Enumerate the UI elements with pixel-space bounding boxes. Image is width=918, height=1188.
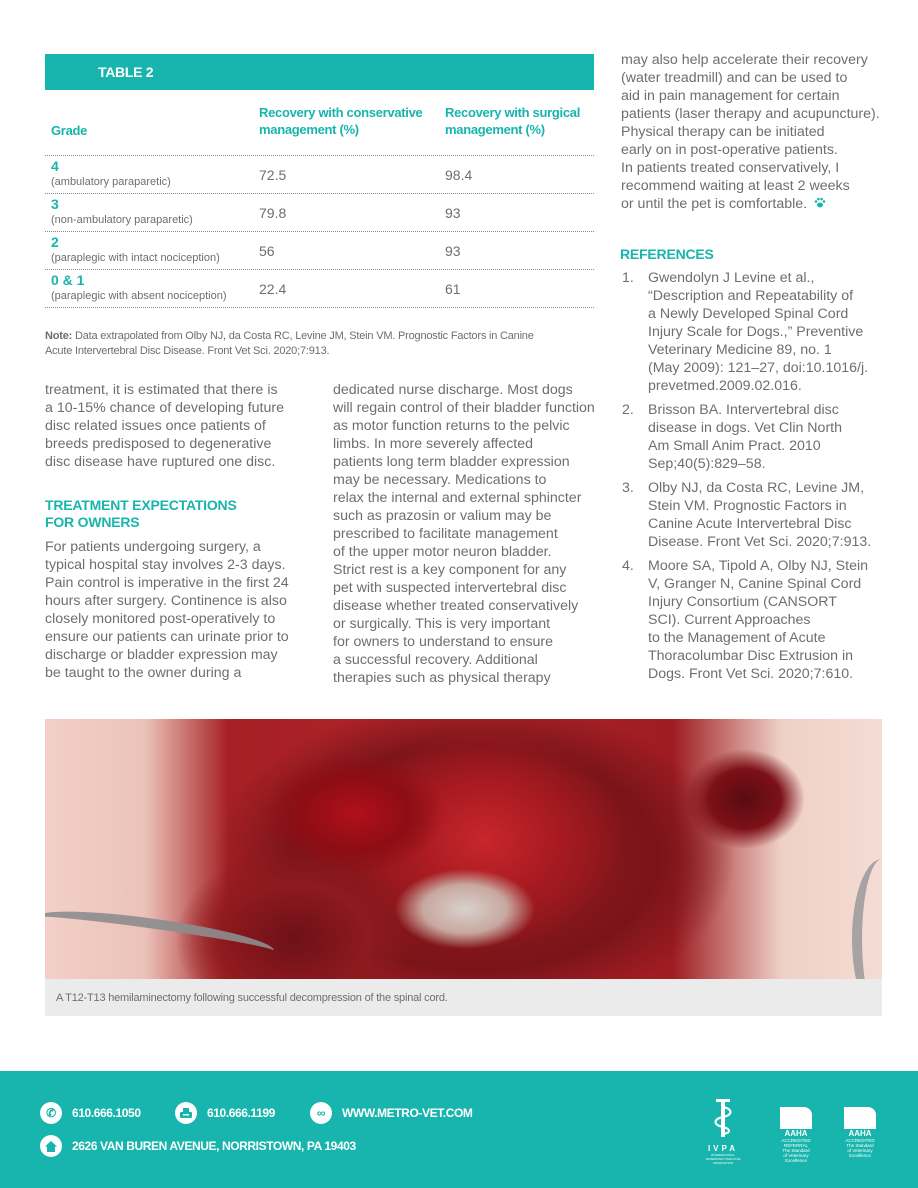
table-row xyxy=(45,270,594,308)
paw-icon xyxy=(814,195,826,213)
figure-caption: A T12-T13 hemilaminectomy following successful decompression of the spinal cord. xyxy=(45,979,882,1016)
table-title: TABLE 2 xyxy=(98,64,154,80)
grade-value: 0 & 1 xyxy=(51,272,85,288)
retractor-right xyxy=(852,859,882,979)
treatment-paragraph: For patients undergoing surgery, a typical hospital stay involves 2-3 days. Pain control is imperative in the first 24 hours after surgery. Continence is also closely monitored post-operatively to ensure our patients can urinate prior to discharge or bladder expression may be taught to the owner during a xyxy=(45,539,289,681)
grade-description: (paraplegic with absent nociception) xyxy=(51,290,227,302)
footer xyxy=(0,1071,918,1188)
table-header xyxy=(45,90,594,156)
surgical-value: 93 xyxy=(445,243,461,259)
home-icon xyxy=(40,1135,62,1157)
reference-item: 4. Moore SA, Tipold A, Olby NJ, Stein V, Granger N, Canine Spinal Cord Injury Consortium (CANSORT SCI). Current Approaches to the Management of Acute Thoracolumbar Disc Extrusion in Dogs. Front Vet Sci. 2020;7:610. xyxy=(622,558,869,682)
grade-description: (ambulatory paraparetic) xyxy=(51,176,171,188)
surgical-photo xyxy=(45,719,882,979)
fax-icon xyxy=(175,1102,197,1124)
table-note: Note: Data extrapolated from Olby NJ, da Costa RC, Levine JM, Stein VM. Prognostic Factors in Canine Acute Intervertebral Disc Disease. Front Vet Sci. 2020;7:913. xyxy=(45,330,534,357)
body-column-2: dedicated nurse discharge. Most dogs will regain control of their bladder function as motor function returns to the pelvic limbs. In more severely affected patients long term bladder expression may be necessary. Medications to relax the internal and external sphincter such as prazosin or valium may be prescribed to facilitate management of the upper motor neuron bladder. Strict rest is a key component for any pet with suspected intervertebral disc disease whether treated conservatively or surgically. This is very important for owners to understand to ensure a successful recovery. Additional therapies such as physical therapy xyxy=(333,382,595,686)
conservative-value: 79.8 xyxy=(259,205,287,221)
surgical-value: 93 xyxy=(445,205,461,221)
reference-item: 3. Olby NJ, da Costa RC, Levine JM, Stein VM. Prognostic Factors in Canine Acute Intervertebral Disc Disease. Front Vet Sci. 2020;7:913. xyxy=(622,480,872,550)
ivpa-logo: IVPA INTERNATIONAL VETERINARY PRACTICE ASSOCIATION xyxy=(703,1099,743,1165)
table-row xyxy=(45,156,594,194)
footer-phone[interactable]: ✆ 610.666.1050 xyxy=(40,1102,141,1124)
surgical-value: 98.4 xyxy=(445,167,473,183)
conservative-value: 72.5 xyxy=(259,167,287,183)
header-grade: Grade xyxy=(51,123,88,138)
footer-website-link[interactable]: ∞ WWW.METRO-VET.COM xyxy=(310,1102,473,1124)
table-row xyxy=(45,232,594,270)
caduceus-icon xyxy=(711,1099,735,1137)
table-2 xyxy=(45,54,594,308)
grade-description: (non-ambulatory paraparetic) xyxy=(51,214,193,226)
references-section xyxy=(620,246,890,689)
note-label: Note: xyxy=(45,330,73,342)
references-heading: REFERENCES xyxy=(620,246,714,262)
reference-item: 2. Brisson BA. Intervertebral disc disease in dogs. Vet Clin North Am Small Anim Pract. 2010 Sep;40(5):829–58. xyxy=(622,402,843,472)
header-conservative: Recovery with conservative management (%) xyxy=(259,105,423,137)
conservative-value: 56 xyxy=(259,243,275,259)
table-title-band xyxy=(45,54,594,90)
surgical-value: 61 xyxy=(445,281,461,297)
section-heading-treatment-expectations: TREATMENT EXPECTATIONS FOR OWNERS xyxy=(45,497,237,530)
aaha-accredited-logo: AAHA ACCREDITED The Standard of Veterinary Excellence xyxy=(844,1107,876,1158)
grade-description: (paraplegic with intact nociception) xyxy=(51,252,220,264)
phone-icon: ✆ xyxy=(40,1102,62,1124)
link-icon: ∞ xyxy=(310,1102,332,1124)
reference-item: 1. Gwendolyn J Levine et al., “Description and Repeatability of a Newly Developed Spinal Cord Injury Scale for Dogs.,” Preventive Veterinary Medicine 89, no. 1 (May 2009): 121–27, doi:10.1016/j. prevetmed.2009.02.016. xyxy=(622,270,869,394)
retractor-left xyxy=(45,902,276,965)
grade-value: 4 xyxy=(51,158,59,174)
aaha-referral-logo: AAHA ACCREDITED REFERRAL The Standard of Veterinary Excellence xyxy=(780,1107,812,1163)
footer-address: 2626 VAN BUREN AVENUE, NORRISTOWN, PA 19403 xyxy=(40,1135,356,1157)
header-surgical: Recovery with surgical management (%) xyxy=(445,105,581,137)
body-column-1: treatment, it is estimated that there is a 10-15% chance of developing future disc related issues once patients of breeds predisposed to degenerative disc disease have ruptured one disc. TREATMENT EXPECTATIONS FOR OWNERS For patients undergoing surgery, a typical hospital stay involves 2-3 days. Pain control is imperative in the first 24 hours after surgery. Continence is also closely monitored post-operatively to ensure our patients can urinate prior to discharge or bladder expression may be taught to the owner during a xyxy=(45,381,320,682)
conservative-value: 22.4 xyxy=(259,281,287,297)
table-row xyxy=(45,194,594,232)
footer-fax[interactable]: 610.666.1199 xyxy=(175,1102,275,1124)
grade-value: 3 xyxy=(51,196,59,212)
body-column-3: may also help accelerate their recovery (water treadmill) and can be used to aid in pain management for certain patients (laser therapy and acupuncture). Physical therapy can be initiated early on in post-operative patients. In patients treated conservatively, I recommend waiting at least 2 weeks or until the pet is comfortable. xyxy=(621,52,880,212)
grade-value: 2 xyxy=(51,234,59,250)
